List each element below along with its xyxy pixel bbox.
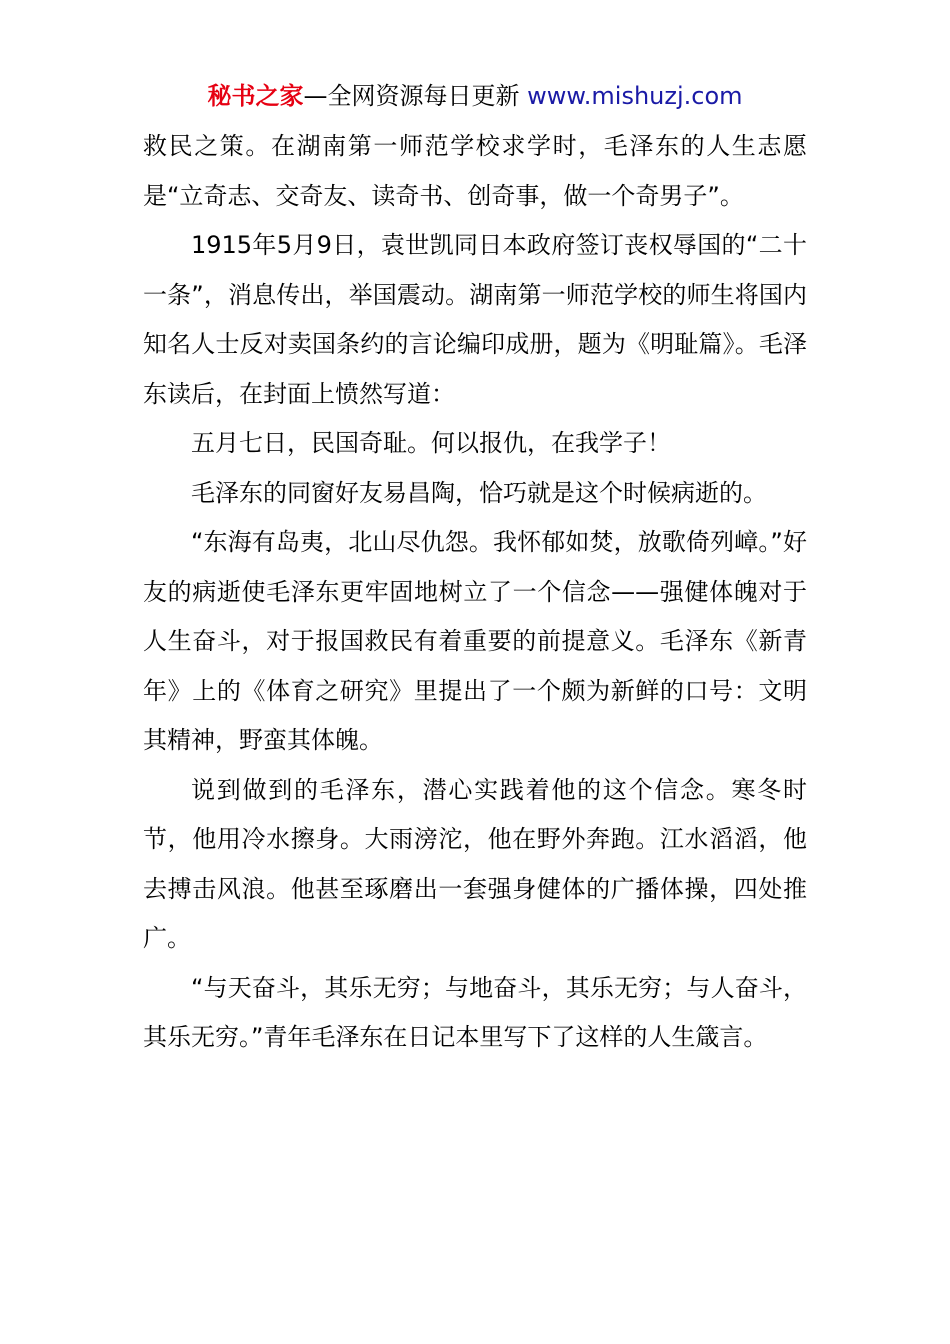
paragraph-1: 救民之策。在湖南第一师范学校求学时，毛泽东的人生志愿是“立奇志、交奇友、读奇书、创奇事，做一个奇男子”。 [143,132,807,210]
header-tagline: —全网资源每日更新 [303,82,528,110]
site-url-link[interactable]: www.mishuzj.com [527,82,743,110]
document-body [143,122,807,1063]
paragraph-4: 毛泽东的同窗好友易昌陶，恰巧就是这个时候病逝的。 [191,478,767,507]
paragraph-6: 说到做到的毛泽东，潜心实践着他的这个信念。寒冬时节，他用冷水擦身。大雨滂沱，他在野外奔跑。江水滔滔，他去搏击风浪。他甚至琢磨出一套强身健体的广播体操，四处推广。 [143,775,807,952]
page-header [0,80,950,112]
paragraph-7: “与天奋斗，其乐无穷；与地奋斗，其乐无穷；与人奋斗，其乐无穷。”青年毛泽东在日记本里写下了这样的人生箴言。 [143,973,807,1051]
paragraph-2: 1915年5月9日，袁世凯同日本政府签订丧权辱国的“二十一条”，消息传出，举国震动。湖南第一师范学校的师生将国内知名人士反对卖国条约的言论编印成册，题为《明耻篇》。毛泽东读后，在封面上愤然写道： [143,231,807,408]
paragraph-3: 五月七日，民国奇耻。何以报仇，在我学子！ [191,429,671,457]
paragraph-5: “东海有岛夷，北山尽仇怨。我怀郁如焚，放歌倚列嶂。”好友的病逝使毛泽东更牢固地树立了一个信念——强健体魄对于人生奋斗，对于报国救民有着重要的前提意义。毛泽东《新青年》上的《体育之研究》里提出了一个颇为新鲜的口号：文明其精神，野蛮其体魄。 [143,528,807,754]
brand-name: 秘书之家 [207,82,304,110]
